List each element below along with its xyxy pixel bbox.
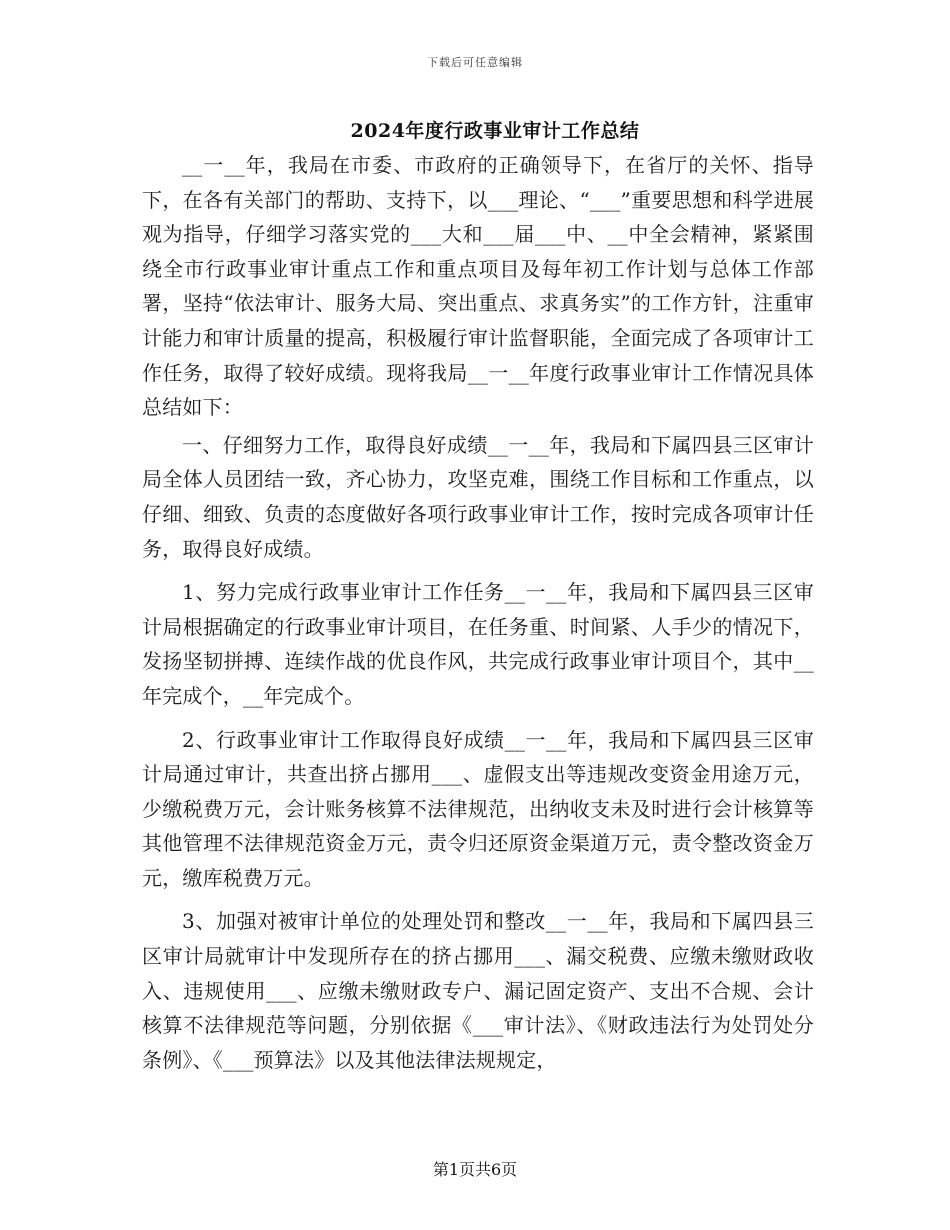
- page-indicator: 第1页共6页: [432, 1160, 518, 1179]
- paragraph-section-1: 一、仔细努力工作，取得良好成绩__一__年，我局和下属四县三区审计局全体人员团结一致，齐心协力，攻坚克难，围绕工作目标和工作重点，以仔细、细致、负责的态度做好各项行政事业审计工作，按时完成各项审计任务，取得良好成绩。: [142, 432, 814, 561]
- paragraph-item-3: 3、加强对被审计单位的处理处罚和整改__一__年，我局和下属四县三区审计局就审计中发现所存在的挤占挪用___、漏交税费、应缴未缴财政收入、违规使用___、应缴未缴财政专户、漏记固定资产、支出不合规、会计核算不法律规范等问题，分别依据《___审计法》、《财政违法行为处罚处分条例》、《___预算法》以及其他法律法规规定，: [142, 909, 814, 1072]
- document-body: [142, 148, 814, 1077]
- document-title: 2024年度行政事业审计工作总结: [350, 120, 640, 142]
- paragraph-item-2: 2、行政事业审计工作取得良好成绩__一__年，我局和下属四县三区审计局通过审计，共查出挤占挪用___、虚假支出等违规改变资金用途万元，少缴税费万元，会计账务核算不法律规范，出纳收支未及时进行会计核算等其他管理不法律规范资金万元，责令归还原资金渠道万元，责令整改资金万元，缴库税费万元。: [142, 727, 814, 890]
- paragraph-intro: __一__年，我局在市委、市政府的正确领导下，在省厅的关怀、指导下，在各有关部门的帮助、支持下，以___理论、“___”重要思想和科学进展观为指导，仔细学习落实党的___大和___届___中、__中全会精神，紧紧围绕全市行政事业审计重点工作和重点项目及每年初工作计划与总体工作部署，坚持“依法审计、服务大局、突出重点、求真务实”的工作方针，注重审计能力和审计质量的提高，积极履行审计监督职能，全面完成了各项审计工作任务，取得了较好成绩。现将我局__一__年度行政事业审计工作情况具体总结如下：: [142, 153, 814, 420]
- paragraph-item-1: 1、努力完成行政事业审计工作任务__一__年，我局和下属四县三区审计局根据确定的行政事业审计项目，在任务重、时间紧、人手少的情况下，发扬坚韧拼搏、连续作战的优良作风，共完成行政事业审计项目个，其中__年完成个，__年完成个。: [142, 580, 814, 708]
- header-note: 下载后可任意编辑: [427, 56, 523, 69]
